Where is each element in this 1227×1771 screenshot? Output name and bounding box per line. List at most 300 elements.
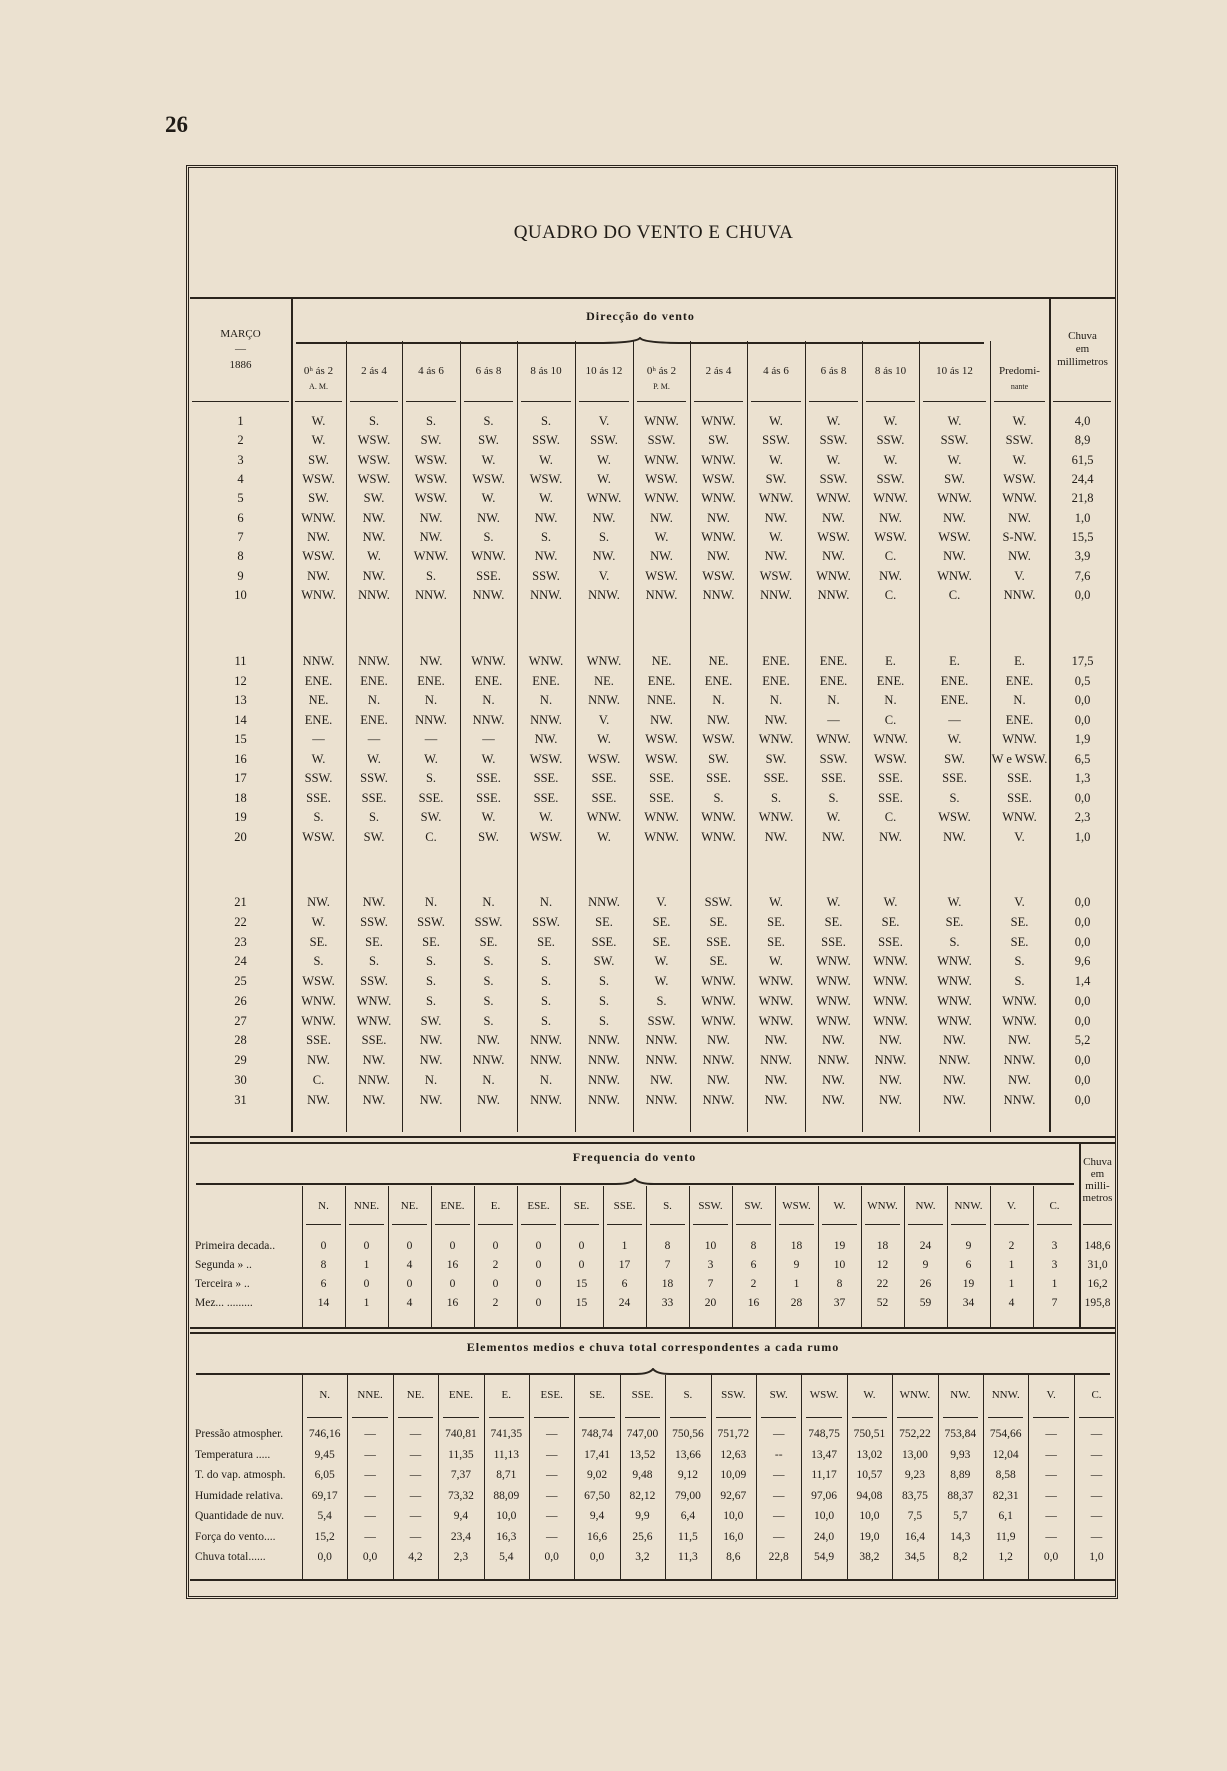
header-underline	[951, 1224, 986, 1225]
wind-direction-cell: NW.	[362, 510, 386, 525]
wind-direction-cell: WNW.	[758, 1013, 794, 1028]
column-header: 6 ás 8	[820, 365, 847, 377]
wind-direction-cell: S.	[368, 810, 380, 825]
wind-direction-cell: WNW.	[701, 993, 736, 1008]
header-underline	[392, 1224, 427, 1225]
wind-direction-cell: SSE.	[878, 790, 903, 805]
freq-value: 1	[363, 1259, 370, 1271]
wind-direction-cell: NW.	[419, 510, 443, 525]
header-underline	[751, 401, 801, 402]
wind-direction-cell: N.	[482, 895, 495, 909]
elements-value: —	[545, 1510, 558, 1522]
day-number: 27	[234, 1013, 247, 1028]
header-underline	[307, 1417, 342, 1418]
wind-direction-cell: NW.	[707, 549, 730, 564]
wind-direction-cell: SSE.	[649, 790, 674, 805]
wind-direction-cell: WSW.	[302, 549, 335, 564]
elements-value: 9,4	[453, 1510, 469, 1522]
wind-direction-cell: S.	[368, 414, 380, 428]
elements-value: 750,56	[672, 1428, 704, 1440]
wind-direction-cell: ENE.	[819, 654, 848, 668]
wind-direction-cell: NW.	[822, 829, 845, 844]
elements-value: 10,0	[859, 1510, 880, 1522]
freq-rain-value: 195,8	[1084, 1297, 1111, 1309]
day-number: 25	[234, 974, 247, 988]
wind-direction-cell: W.	[481, 751, 496, 766]
rain-value: 21,8	[1071, 491, 1094, 506]
wind-direction-cell: SE.	[479, 934, 498, 949]
wind-direction-cell: SW.	[420, 433, 442, 448]
rain-value: 15,5	[1071, 530, 1094, 545]
wind-direction-cell: WSW.	[1003, 472, 1036, 487]
wind-direction-cell: SSE.	[706, 771, 731, 786]
elements-value: 9,93	[950, 1448, 971, 1461]
elements-column-header: NNW.	[991, 1389, 1020, 1401]
wind-direction-cell: SW.	[308, 452, 329, 467]
wind-direction-cell: NNW.	[645, 1092, 678, 1107]
wind-direction-cell: SSW.	[304, 771, 333, 786]
wind-direction-cell: WNW.	[816, 732, 851, 747]
freq-value: 0	[535, 1278, 542, 1290]
column-header: 10 ás 12	[936, 365, 973, 377]
wind-direction-cell: S.	[425, 954, 437, 969]
wind-direction-cell: NW.	[307, 1092, 330, 1107]
freq-column-header: ENE.	[440, 1200, 465, 1212]
elements-value: 12,04	[992, 1448, 1019, 1461]
elements-value: 6,4	[680, 1510, 696, 1522]
wind-direction-cell: S.	[540, 974, 552, 988]
elements-value: 92,67	[720, 1489, 747, 1502]
elements-value: 9,4	[589, 1510, 605, 1522]
wind-direction-cell: S.	[1014, 954, 1025, 969]
wind-direction-cell: S.	[540, 954, 552, 969]
elements-value: 11,13	[493, 1448, 520, 1461]
elements-value: 34,5	[904, 1551, 925, 1563]
freq-value: 20	[704, 1297, 717, 1309]
wind-direction-cell: N.	[482, 693, 495, 708]
header-underline	[908, 1224, 943, 1225]
wind-direction-cell: S.	[598, 993, 610, 1008]
elements-column-header: ESE.	[540, 1389, 563, 1401]
wind-direction-cell: W.	[424, 751, 438, 766]
freq-value: 1	[621, 1240, 628, 1252]
freq-row-label: Terceira » ..	[195, 1278, 250, 1290]
freq-value: 1	[793, 1278, 800, 1290]
wind-direction-cell: SSW.	[704, 895, 733, 909]
elements-value: 0,0	[544, 1551, 559, 1563]
freq-value: 24	[618, 1297, 631, 1309]
wind-direction-cell: WSW.	[302, 472, 335, 487]
header-underline	[716, 1417, 751, 1418]
elements-value: 88,09	[493, 1489, 520, 1502]
elements-value: 10,09	[720, 1469, 747, 1481]
elements-value: 22,8	[768, 1551, 789, 1563]
wind-direction-cell: S-NW.	[1002, 530, 1037, 545]
wind-direction-cell: N.	[482, 1072, 495, 1087]
freq-value: 15	[575, 1297, 588, 1309]
freq-value: 19	[962, 1278, 975, 1290]
wind-direction-cell: WSW.	[357, 433, 391, 448]
day-number: 8	[237, 549, 244, 564]
freq-bottom-rule	[190, 1327, 1116, 1329]
elements-value: 747,00	[626, 1428, 659, 1440]
freq-value: 15	[575, 1278, 588, 1290]
wind-direction-cell: SE.	[709, 914, 728, 929]
header-underline	[1083, 1224, 1112, 1225]
wind-direction-cell: C.	[884, 810, 897, 825]
wind-direction-cell: NW.	[477, 1033, 500, 1048]
wind-direction-cell: SW.	[363, 829, 385, 844]
elements-value: 13,66	[674, 1448, 701, 1461]
wind-direction-cell: NW.	[943, 549, 966, 564]
wind-direction-cell: —	[424, 732, 438, 747]
elements-value: —	[772, 1489, 785, 1502]
day-number: 6	[237, 510, 244, 525]
freq-column-header: NNE.	[353, 1200, 380, 1212]
wind-direction-cell: W.	[597, 452, 611, 467]
freq-value: 0	[578, 1240, 585, 1252]
wind-direction-cell: WSW.	[645, 751, 678, 766]
column-header: 6 ás 8	[475, 365, 502, 377]
elements-column-header: SW.	[769, 1389, 788, 1401]
freq-value: 3	[707, 1259, 714, 1271]
wind-direction-cell: NW.	[477, 510, 500, 525]
freq-rain-header: Chuva	[1083, 1156, 1112, 1168]
elements-value: 25,6	[632, 1530, 653, 1543]
elements-value: 24,0	[814, 1530, 835, 1543]
wind-direction-cell: N.	[424, 693, 438, 708]
wind-direction-cell: S.	[540, 1013, 552, 1028]
elements-value: —	[1045, 1489, 1057, 1502]
wind-direction-cell: S.	[598, 1013, 610, 1028]
day-number: 7	[237, 530, 244, 545]
rain-value: 0,0	[1074, 1013, 1091, 1028]
freq-column-header: WSW.	[782, 1200, 811, 1212]
header-underline	[994, 401, 1045, 402]
elements-value: 83,75	[901, 1489, 928, 1502]
wind-direction-cell: W.	[826, 810, 841, 825]
wind-direction-cell: WNW.	[644, 810, 679, 825]
elements-value: 13,52	[629, 1448, 656, 1461]
elements-value: —	[1045, 1469, 1057, 1481]
rain-header-line: em	[1075, 343, 1090, 355]
freq-rain-value: 148,6	[1084, 1240, 1111, 1252]
wind-direction-cell: NW.	[822, 1092, 845, 1107]
wind-direction-cell: NW.	[879, 1092, 902, 1107]
freq-value: 24	[919, 1240, 932, 1252]
wind-direction-cell: SSW.	[819, 433, 848, 448]
wind-direction-cell: S.	[425, 993, 437, 1008]
elements-value: 13,00	[901, 1448, 928, 1461]
wind-direction-cell: WNW.	[356, 1013, 392, 1028]
wind-direction-cell: NNW.	[1003, 1092, 1036, 1107]
elements-value: 13,47	[811, 1448, 838, 1461]
freq-value: 4	[1008, 1297, 1015, 1309]
freq-value: 1	[1008, 1259, 1015, 1271]
elements-value: —	[1090, 1510, 1103, 1522]
wind-direction-cell: ENE.	[1005, 712, 1034, 727]
elements-value: —	[364, 1510, 376, 1522]
wind-direction-cell: C.	[884, 549, 897, 564]
wind-direction-cell: V.	[598, 712, 610, 727]
elements-value: —	[1090, 1530, 1103, 1543]
wind-direction-cell: WSW.	[874, 751, 907, 766]
elements-value: 54,9	[814, 1551, 835, 1563]
elements-value: 5,4	[317, 1510, 332, 1522]
wind-direction-cell: NNW.	[472, 1053, 505, 1067]
freq-column-header: WNW.	[867, 1200, 898, 1212]
wind-direction-cell: W.	[654, 954, 669, 969]
elements-value: —	[1045, 1428, 1057, 1440]
freq-value: 0	[320, 1240, 327, 1252]
wind-direction-cell: SSE.	[1007, 771, 1032, 786]
freq-value: 34	[962, 1297, 975, 1309]
wind-direction-cell: NNW.	[760, 1053, 792, 1067]
wind-direction-cell: SSW.	[876, 472, 905, 487]
elements-column-header: NW.	[950, 1389, 971, 1401]
freq-value: 16	[446, 1297, 459, 1309]
wind-direction-cell: ENE.	[940, 693, 969, 708]
freq-value: 0	[363, 1278, 370, 1290]
wind-direction-cell: NNW.	[702, 588, 735, 603]
wind-direction-cell: NW.	[764, 510, 788, 525]
brace-svg	[196, 1178, 1074, 1186]
wind-direction-cell: SW.	[944, 751, 965, 766]
freq-value: 37	[833, 1297, 846, 1309]
rain-value: 0,0	[1074, 895, 1091, 909]
wind-direction-cell: SE.	[824, 914, 843, 929]
day-number: 26	[234, 993, 247, 1008]
freq-column-header: SE.	[573, 1200, 590, 1212]
elements-value: 3,2	[635, 1551, 650, 1563]
freq-value: 8	[664, 1240, 671, 1252]
freq-column-header: W.	[833, 1200, 846, 1212]
header-underline	[192, 401, 289, 402]
rain-header-line: millimetros	[1057, 356, 1108, 368]
wind-direction-cell: SE.	[652, 914, 671, 929]
freq-column-header: ESE.	[527, 1200, 550, 1212]
wind-direction-cell: SW.	[765, 751, 787, 766]
elements-value: 8,89	[950, 1469, 971, 1481]
wind-direction-cell: ENE.	[819, 673, 848, 688]
wind-direction-cell: N.	[712, 693, 725, 708]
wind-direction-cell: NW.	[764, 712, 788, 727]
header-underline	[923, 401, 986, 402]
direction-brace	[296, 332, 984, 338]
wind-direction-cell: NNW.	[760, 588, 792, 603]
wind-direction-cell: NW.	[822, 549, 845, 564]
wind-direction-cell: NNW.	[938, 1053, 971, 1067]
wind-direction-cell: SE.	[1010, 914, 1029, 929]
elements-value: —	[409, 1530, 422, 1543]
wind-direction-cell: NNE.	[647, 693, 676, 708]
wind-direction-cell: SSW.	[532, 914, 560, 929]
wind-direction-cell: SE.	[709, 954, 728, 969]
wind-direction-cell: NNW.	[1003, 588, 1036, 603]
wind-direction-cell: SE.	[309, 934, 328, 949]
wind-direction-cell: SW.	[478, 433, 499, 448]
header-underline	[897, 1417, 932, 1418]
wind-direction-cell: NW.	[707, 712, 730, 727]
wind-direction-cell: W.	[539, 810, 553, 825]
wind-direction-cell: WNW.	[586, 654, 622, 668]
wind-direction-cell: WSW.	[529, 829, 563, 844]
wind-direction-cell: WNW.	[701, 452, 736, 467]
header-underline	[779, 1224, 814, 1225]
wind-direction-cell: N.	[424, 895, 438, 909]
freq-value: 4	[406, 1297, 413, 1309]
wind-direction-cell: NW.	[1008, 549, 1031, 564]
table-bottom-rule	[190, 1136, 1116, 1138]
elements-column-header: SE.	[589, 1389, 605, 1401]
rain-value: 0,0	[1074, 588, 1091, 603]
rain-value: 3,9	[1074, 549, 1091, 564]
header-underline	[464, 401, 513, 402]
rain-value: 0,0	[1074, 934, 1091, 949]
wind-direction-cell: WNW.	[816, 993, 851, 1008]
wind-direction-cell: SSE.	[476, 568, 501, 583]
wind-direction-cell: SSE.	[706, 934, 731, 949]
elements-value: 6,1	[998, 1510, 1013, 1522]
elements-value: —	[1045, 1448, 1057, 1461]
elements-value: 754,66	[989, 1428, 1022, 1440]
elements-value: —	[364, 1448, 376, 1461]
freq-value: 0	[449, 1240, 456, 1252]
header-underline	[1033, 1417, 1068, 1418]
wind-direction-cell: N.	[539, 1072, 553, 1087]
header-underline	[761, 1417, 796, 1418]
wind-direction-cell: WNW.	[873, 732, 908, 747]
wind-direction-cell: WSW.	[645, 568, 678, 583]
elements-header: Elementos medios e chuva total correspondentes a cada rumo	[466, 1340, 840, 1354]
elements-row-label: Humidade relativa.	[195, 1489, 284, 1502]
wind-direction-cell: NW.	[592, 549, 616, 564]
wind-direction-cell: SSE.	[763, 771, 789, 786]
wind-direction-cell: NW.	[764, 549, 788, 564]
wind-direction-cell: SE.	[595, 914, 613, 929]
wind-direction-cell: W.	[826, 895, 841, 909]
freq-column-header: S.	[663, 1200, 672, 1212]
wind-direction-cell: WNW.	[816, 974, 851, 988]
header-underline	[822, 1224, 857, 1225]
column-header: 2 ás 4	[361, 365, 387, 377]
wind-direction-cell: WNW.	[937, 954, 972, 969]
wind-direction-cell: NNW.	[358, 1072, 390, 1087]
header-underline	[295, 401, 342, 402]
wind-direction-cell: S.	[949, 790, 960, 805]
wind-direction-cell: SSE.	[821, 771, 846, 786]
wind-direction-cell: S.	[540, 414, 552, 428]
column-header: 10 ás 12	[585, 365, 623, 377]
day-number: 1	[237, 414, 244, 428]
header-underline	[607, 1224, 642, 1225]
header-underline	[350, 401, 398, 402]
wind-direction-cell: SSW.	[474, 914, 503, 929]
elements-value: —	[409, 1428, 422, 1440]
wind-direction-cell: SSE.	[942, 771, 967, 786]
elements-value: 9,48	[632, 1469, 653, 1481]
wind-direction-cell: SSE.	[306, 1033, 331, 1048]
day-number: 11	[234, 654, 247, 668]
wind-direction-cell: —	[827, 712, 840, 727]
wind-direction-cell: SW.	[593, 954, 615, 969]
elements-column-header: ENE.	[448, 1389, 473, 1401]
wind-direction-cell: NW.	[707, 1072, 730, 1087]
wind-direction-cell: WNW.	[701, 491, 736, 506]
wind-direction-cell: WNW.	[301, 510, 336, 525]
elements-value: 82,31	[992, 1489, 1019, 1502]
freq-row-label: Segunda » ..	[195, 1259, 252, 1271]
elements-value: 8,71	[496, 1469, 517, 1481]
wind-direction-cell: NW.	[419, 530, 443, 545]
wind-direction-cell: WSW.	[938, 530, 971, 545]
freq-value: 22	[876, 1278, 889, 1290]
wind-direction-cell: WSW.	[414, 472, 448, 487]
elements-value: 23,4	[450, 1530, 471, 1543]
wind-direction-cell: ENE.	[532, 673, 560, 688]
wind-direction-cell: NW.	[650, 510, 673, 525]
rain-value: 8,9	[1074, 433, 1091, 448]
wind-direction-cell: SSW.	[360, 771, 388, 786]
wind-direction-cell: WSW.	[874, 530, 907, 545]
elements-value: 16,4	[904, 1530, 925, 1543]
wind-direction-cell: V.	[1014, 568, 1025, 583]
day-number: 5	[237, 491, 244, 506]
elements-value: 748,74	[581, 1428, 613, 1440]
freq-value: 1	[1051, 1278, 1058, 1290]
wind-direction-cell: S.	[483, 414, 494, 428]
freq-value: 14	[317, 1297, 330, 1309]
freq-row-label: Primeira decada..	[195, 1240, 276, 1252]
day-number: 9	[237, 568, 244, 583]
wind-direction-cell: WNW.	[644, 491, 679, 506]
wind-direction-cell: N.	[424, 1072, 438, 1087]
wind-direction-cell: W.	[826, 414, 841, 428]
header-underline	[306, 1224, 341, 1225]
elements-column-header: E.	[501, 1389, 512, 1401]
elements-value: 10,0	[496, 1510, 517, 1522]
freq-value: 6	[965, 1259, 972, 1271]
wind-direction-cell: S.	[483, 530, 494, 545]
rain-value: 9,6	[1074, 954, 1091, 969]
wind-direction-cell: WNW.	[701, 414, 736, 428]
direction-header: Direcção do vento	[586, 309, 695, 323]
header-underline	[534, 1417, 569, 1418]
wind-direction-cell: WNW.	[701, 810, 736, 825]
elements-value: 82,12	[629, 1489, 656, 1502]
wind-direction-cell: SSE.	[591, 934, 617, 949]
wind-direction-cell: SSW.	[590, 433, 618, 448]
wind-direction-cell: W.	[481, 452, 496, 467]
elements-value: —	[545, 1448, 558, 1461]
wind-direction-cell: NW.	[419, 1092, 443, 1107]
elements-value: —	[772, 1510, 785, 1522]
wind-direction-cell: NW.	[1008, 1033, 1031, 1048]
freq-value: 9	[922, 1259, 929, 1271]
elements-value: 94,08	[856, 1489, 883, 1502]
wind-direction-cell: NW.	[534, 732, 558, 747]
freq-value: 3	[1051, 1259, 1058, 1271]
wind-direction-cell: SSW.	[417, 914, 445, 929]
wind-direction-cell: NNW.	[415, 712, 447, 727]
rain-value: 0,0	[1074, 1092, 1091, 1107]
rain-value: 24,4	[1071, 472, 1094, 487]
elements-value: 11,9	[995, 1530, 1016, 1543]
freq-top-rule	[190, 1142, 1116, 1144]
freq-column-header: N.	[318, 1200, 329, 1212]
elements-value: 67,50	[584, 1489, 611, 1502]
wind-direction-cell: ENE.	[940, 673, 969, 688]
